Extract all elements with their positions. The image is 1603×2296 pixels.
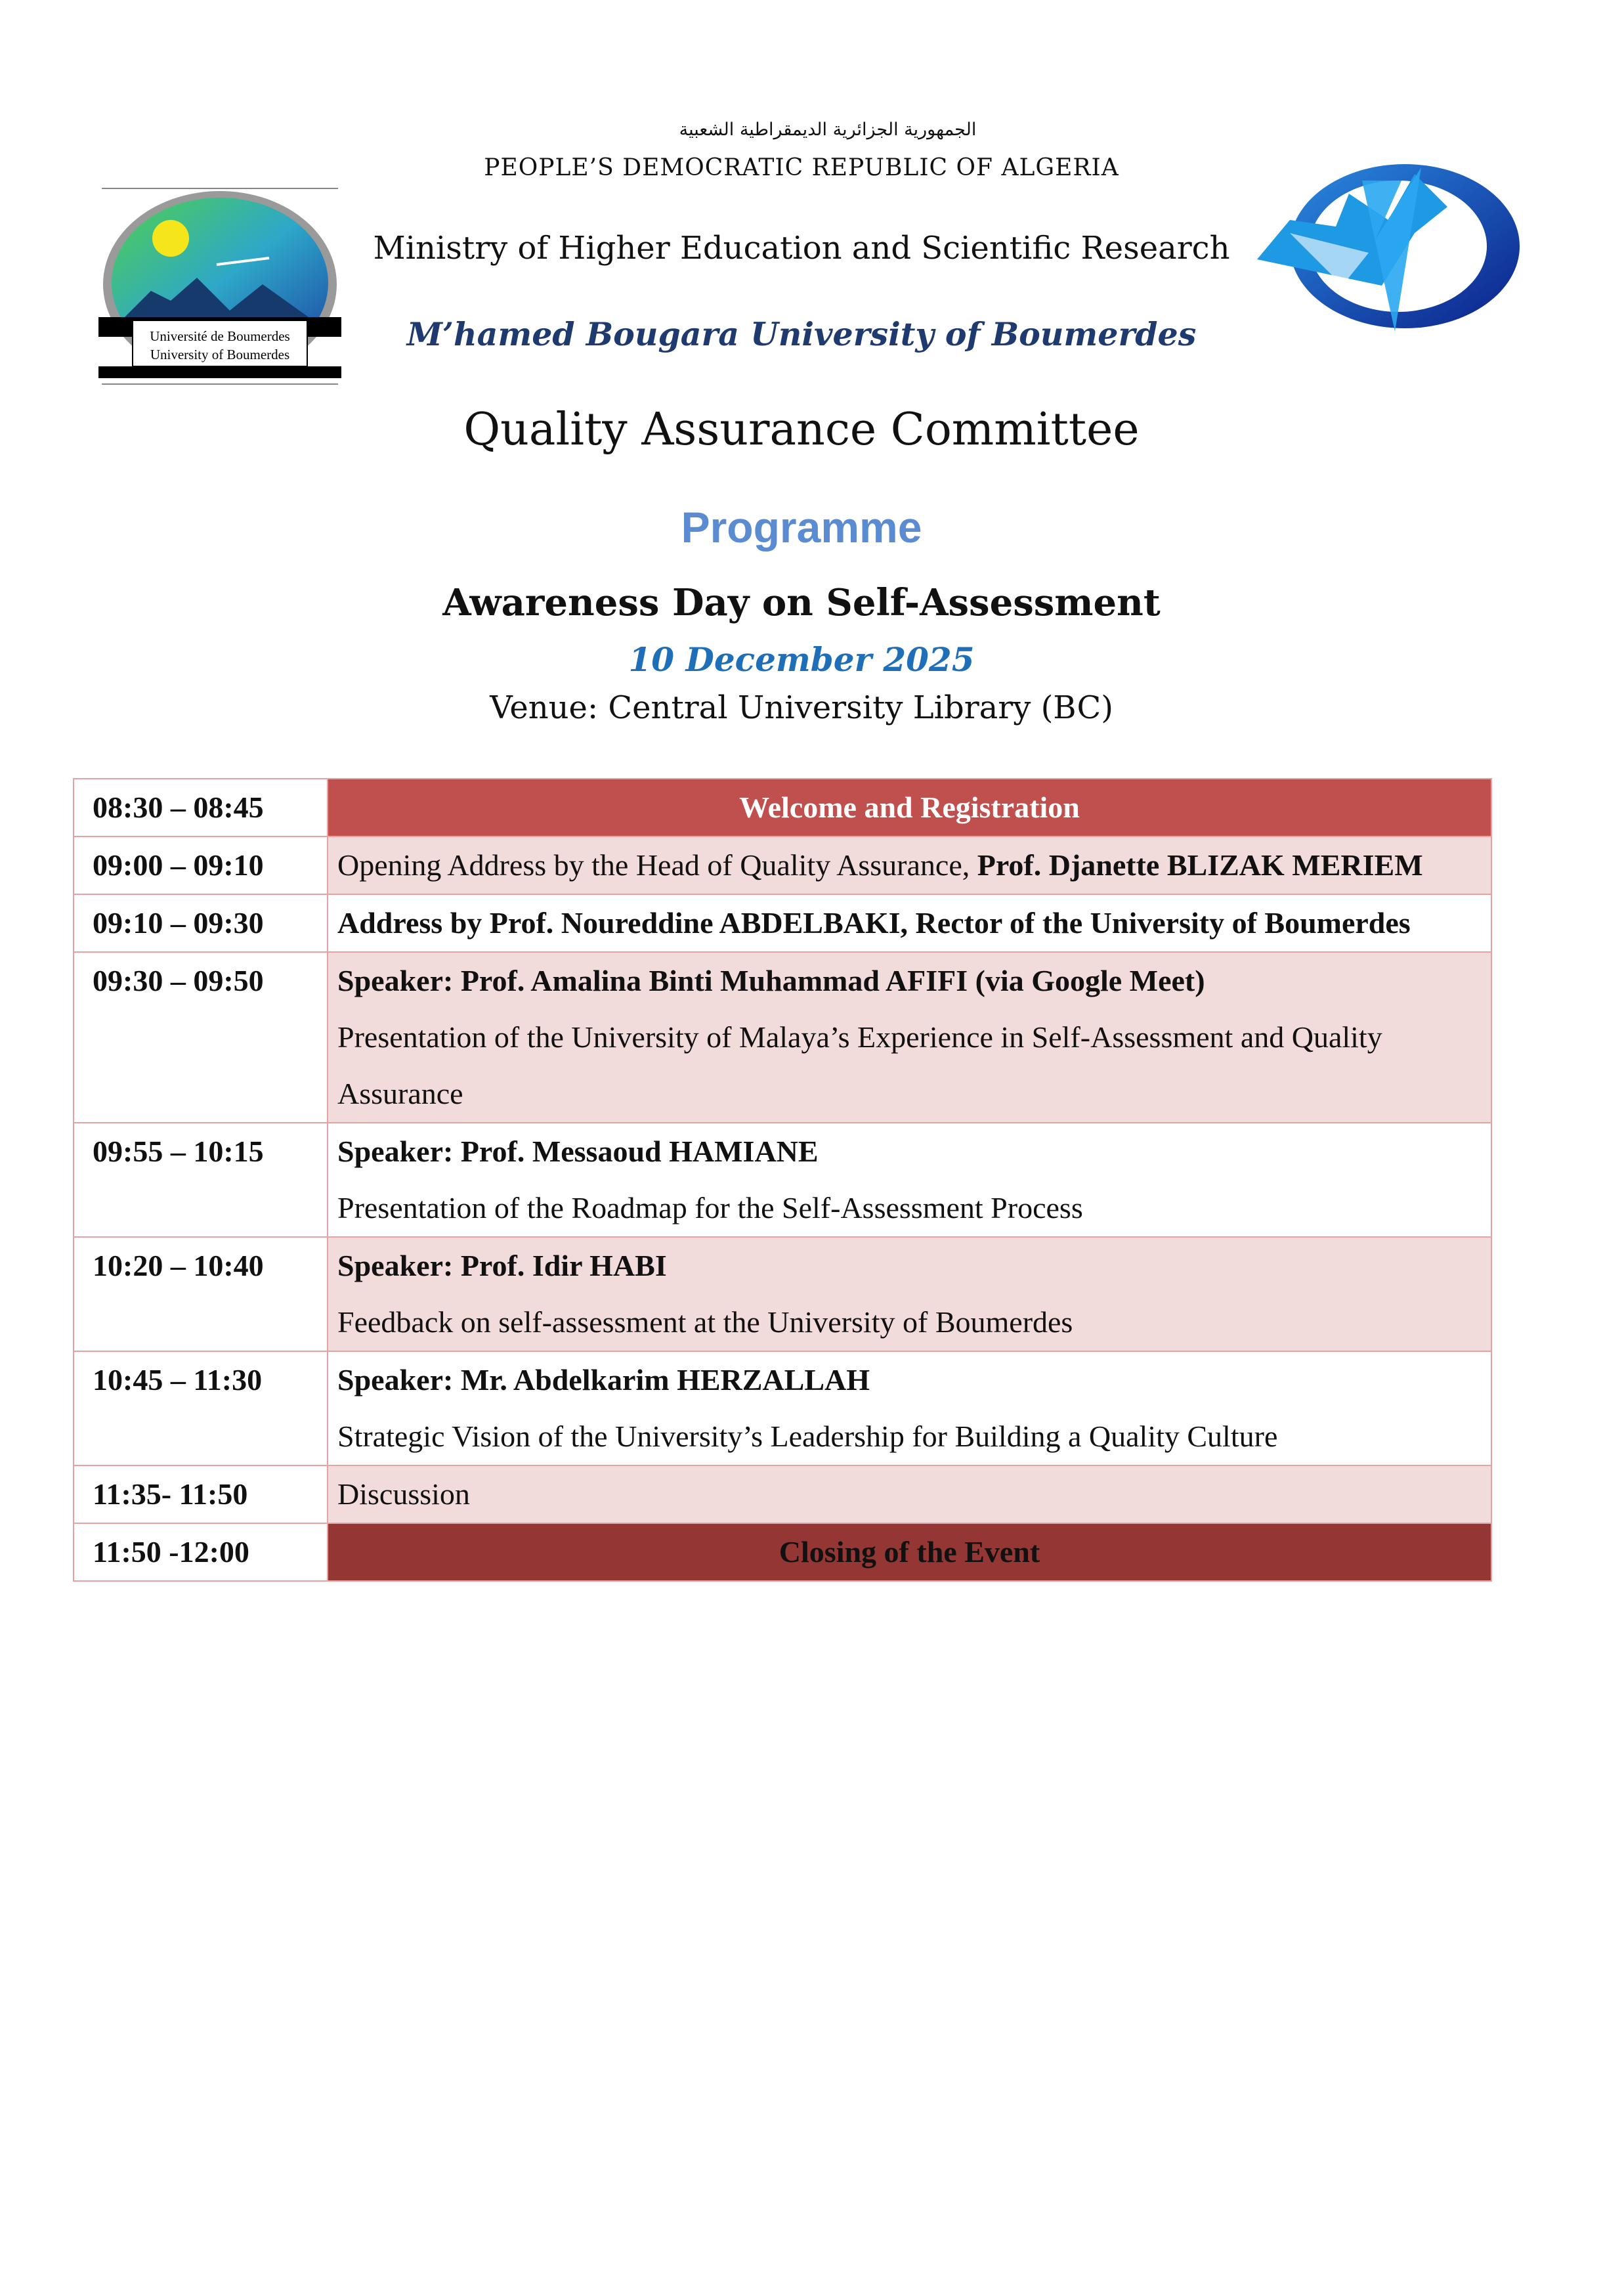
- programme-schedule-table: [73, 778, 1492, 1582]
- univ-boumerdes-emblem-icon: [1250, 154, 1526, 341]
- schedule-speaker: Speaker: Prof. Messaoud HAMIANE: [337, 1135, 819, 1168]
- schedule-item-discussion: Discussion: [328, 1465, 1491, 1523]
- schedule-topic: Feedback on self-assessment at the University of Boumerdes: [337, 1305, 1073, 1339]
- table-row: [74, 779, 1491, 836]
- university-name: M’hamed Bougara University of Boumerdes: [406, 315, 1197, 353]
- event-venue: Venue: Central University Library (BC): [490, 689, 1113, 726]
- schedule-text: Opening Address by the Head of Quality Assurance,: [337, 848, 977, 882]
- table-row: [74, 894, 1491, 952]
- schedule-time: 09:30 – 09:50: [74, 952, 328, 1123]
- schedule-time: 11:35- 11:50: [74, 1465, 328, 1523]
- schedule-time: 09:55 – 10:15: [74, 1123, 328, 1237]
- schedule-speaker: Speaker: Prof. Idir HABI: [337, 1249, 667, 1282]
- schedule-item-talk: [328, 1351, 1491, 1465]
- schedule-time: 09:00 – 09:10: [74, 836, 328, 894]
- ministry-name: Ministry of Higher Education and Scientific Research: [373, 230, 1230, 267]
- table-row: [74, 1465, 1491, 1523]
- schedule-topic: Presentation of the Roadmap for the Self-Assessment Process: [337, 1191, 1083, 1224]
- event-date: 10 December 2025: [628, 640, 975, 679]
- arabic-country-name: الجمهورية الجزائرية الديمقراطية الشعبية: [679, 119, 977, 140]
- university-of-boumerdes-seal-icon: [98, 186, 341, 386]
- schedule-item-talk: [328, 952, 1491, 1123]
- event-title: Awareness Day on Self-Assessment: [442, 581, 1161, 624]
- schedule-time: 09:10 – 09:30: [74, 894, 328, 952]
- schedule-time: 10:45 – 11:30: [74, 1351, 328, 1465]
- table-row: [74, 836, 1491, 894]
- schedule-time: 08:30 – 08:45: [74, 779, 328, 836]
- schedule-item-talk: [328, 1123, 1491, 1237]
- schedule-speaker: Speaker: Mr. Abdelkarim HERZALLAH: [337, 1363, 870, 1397]
- schedule-item-opening: [328, 836, 1491, 894]
- schedule-item-talk: [328, 1237, 1491, 1351]
- schedule-item-rector-address: Address by Prof. Noureddine ABDELBAKI, Rector of the University of Boumerdes: [328, 894, 1491, 952]
- schedule-time: 11:50 -12:00: [74, 1523, 328, 1581]
- logo-left-line1: Université de Boumerdes: [150, 328, 290, 344]
- table-row: [74, 1351, 1491, 1465]
- programme-label: Programme: [681, 503, 922, 552]
- schedule-topic: Strategic Vision of the University’s Leadership for Building a Quality Culture: [337, 1419, 1278, 1453]
- table-row: [74, 1237, 1491, 1351]
- table-row: [74, 952, 1491, 1123]
- table-row: [74, 1523, 1491, 1581]
- schedule-topic: Presentation of the University of Malaya’s Experience in Self-Assessment and Quality Assurance: [337, 1020, 1382, 1110]
- schedule-item-closing: Closing of the Event: [328, 1523, 1491, 1581]
- logo-left-line2: University of Boumerdes: [150, 347, 290, 362]
- table-row: [74, 1123, 1491, 1237]
- schedule-time: 10:20 – 10:40: [74, 1237, 328, 1351]
- schedule-item-welcome: Welcome and Registration: [328, 779, 1491, 836]
- schedule-speaker-name: Prof. Djanette BLIZAK MERIEM: [977, 848, 1423, 882]
- country-name: PEOPLE’S DEMOCRATIC REPUBLIC OF ALGERIA: [484, 154, 1119, 181]
- committee-name: Quality Assurance Committee: [463, 404, 1140, 456]
- schedule-speaker: Speaker: Prof. Amalina Binti Muhammad AFIFI (via Google Meet): [337, 964, 1205, 997]
